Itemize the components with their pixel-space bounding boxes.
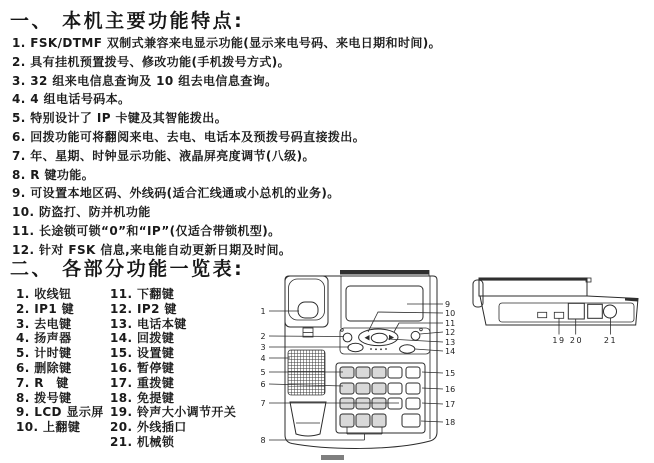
- callout-20: 20: [569, 336, 584, 345]
- ringer-volume-switch: [554, 312, 563, 318]
- keypad-key: [340, 367, 354, 378]
- dial-key: [372, 414, 386, 427]
- part-item: 7. R 键: [16, 375, 69, 390]
- callout-1: 1: [260, 307, 266, 316]
- part-item: 20. 外线插口: [110, 420, 187, 435]
- part-item: 14. 回拨键: [110, 331, 175, 346]
- callout-15: 15: [445, 369, 456, 378]
- outgoing-call-key: [348, 343, 363, 351]
- speaker-grid: [288, 350, 325, 395]
- feature-item: 1. FSK/DTMF 双制式兼容来电显示功能(显示来电号码、来电日期和时间)。: [12, 36, 442, 50]
- ip1-key-icon: [341, 329, 344, 332]
- side-callout-lines: [559, 318, 611, 335]
- feature-item: 2. 具有挂机预置拨号、修改功能(手机拨号方式)。: [12, 54, 291, 69]
- keypad-key: [340, 398, 354, 409]
- part-item: 13. 电话本键: [110, 316, 187, 331]
- delete-key: [388, 383, 402, 394]
- dial-key: [340, 414, 354, 427]
- side-flip-edge: [479, 278, 587, 281]
- feature-list: [12, 34, 441, 260]
- side-callout-numbers: [552, 336, 617, 345]
- mechanical-lock: [604, 305, 617, 318]
- section1-heading: 一、 本机主要功能特点:: [10, 10, 245, 32]
- line-jack: [568, 303, 584, 319]
- handset-jack: [588, 304, 603, 318]
- parts-column-1: [16, 287, 104, 435]
- keypad: [340, 367, 420, 427]
- keypad-key: [356, 367, 370, 378]
- keypad-key: [372, 398, 386, 409]
- lcd-screen: [346, 286, 423, 321]
- phonebook-key: [371, 333, 387, 343]
- part-item: 6. 删除键: [16, 360, 72, 375]
- callout-9: 9: [445, 300, 451, 309]
- callout-18: 18: [445, 418, 456, 427]
- feature-item: 5. 特别设计了 IP 卡键及其智能拨出。: [12, 111, 228, 126]
- part-item: 3. 去电键: [16, 316, 72, 331]
- r-key: [388, 398, 402, 409]
- part-item: 16. 暂停键: [110, 360, 175, 375]
- callout-11: 11: [445, 319, 456, 328]
- parts-column-2: [110, 287, 236, 450]
- part-item: 5. 计时键: [16, 346, 72, 361]
- keypad-key: [356, 383, 370, 394]
- part-item: 8. 拨号键: [16, 390, 72, 405]
- callout-13: 13: [445, 338, 456, 347]
- phone-top-view-diagram: [252, 266, 462, 462]
- feature-item: 3. 32 组来电信息查询及 10 组去电信息查询。: [12, 73, 278, 88]
- side-flip-panel: [479, 278, 587, 296]
- keypad-key: [372, 367, 386, 378]
- handset-cradle-inner: [289, 279, 325, 320]
- feature-item: 6. 回拨功能可将翻阅来电、去电、电话本及预拨号码直接拨出。: [12, 129, 366, 144]
- ip2-key: [411, 331, 420, 340]
- callout-17: 17: [445, 400, 456, 409]
- part-item: 21. 机械锁: [110, 434, 175, 449]
- callout-7: 7: [260, 399, 266, 408]
- callout-5: 5: [260, 368, 266, 377]
- part-item: 1. 收线钮: [16, 287, 72, 301]
- feature-item: 12. 针对 FSK 信息,来电能自动更新日期及时间。: [12, 242, 292, 257]
- feature-item: 11. 长途锁可锁“0”和“IP”(仅适合带锁机型)。: [12, 223, 281, 238]
- callout-12: 12: [445, 328, 456, 337]
- feature-item: 10. 防盗打、防并机功能: [12, 205, 151, 220]
- side-switch: [538, 312, 547, 317]
- part-item: 19. 铃声大小调节开关: [110, 405, 237, 420]
- card-tray: [290, 402, 326, 436]
- callout-10: 10: [445, 309, 456, 318]
- ip1-key: [343, 333, 352, 342]
- callout-14: 14: [445, 347, 456, 356]
- keypad-key: [340, 383, 354, 394]
- feature-item: 7. 年、星期、时钟显示功能、液晶屏亮度调节(八级)。: [12, 148, 315, 163]
- callout-2: 2: [260, 332, 266, 341]
- pause-key: [406, 383, 420, 394]
- part-item: 2. IP1 键: [16, 301, 75, 316]
- dial-key: [356, 414, 370, 427]
- part-item: 12. IP2 键: [110, 301, 177, 316]
- page-number-bar: [321, 455, 344, 460]
- part-item: 11. 下翻键: [110, 287, 175, 301]
- handsfree-key: [402, 414, 420, 427]
- callback-key: [400, 345, 415, 353]
- up-arrow-icon: [365, 335, 370, 341]
- callout-21: 21: [603, 336, 618, 345]
- feature-item: 9. 可设置本地区码、外线码(适合汇线通或小总机的业务)。: [12, 186, 340, 201]
- hook-button: [298, 302, 318, 318]
- callout-3: 3: [260, 343, 266, 352]
- section2-heading: 二、 各部分功能一览表:: [10, 258, 245, 280]
- redial-key: [406, 398, 420, 409]
- set-key: [406, 367, 420, 378]
- part-item: 17. 重拨键: [110, 375, 175, 390]
- keypad-key: [372, 383, 386, 394]
- flip-panel-edge: [340, 270, 429, 275]
- part-item: 4. 扬声器: [16, 331, 72, 346]
- mic-holes: [370, 348, 387, 350]
- ip2-key-icon: [420, 328, 423, 331]
- callout-19: 19: [552, 336, 566, 345]
- phone-side-view-diagram: [470, 272, 654, 372]
- callout-16: 16: [445, 385, 456, 394]
- feature-item: 8. R 键功能。: [12, 167, 95, 182]
- feature-item: 4. 4 组电话号码本。: [12, 92, 131, 107]
- timer-key: [388, 367, 402, 378]
- part-item: 15. 设置键: [110, 346, 175, 361]
- callout-4: 4: [260, 354, 266, 363]
- callout-6: 6: [260, 380, 266, 389]
- part-item: 9. LCD 显示屏: [16, 405, 104, 420]
- callout-8: 8: [260, 436, 266, 445]
- keypad-key: [356, 398, 370, 409]
- part-item: 18. 免提键: [110, 390, 175, 405]
- part-item: 10. 上翻键: [16, 420, 81, 435]
